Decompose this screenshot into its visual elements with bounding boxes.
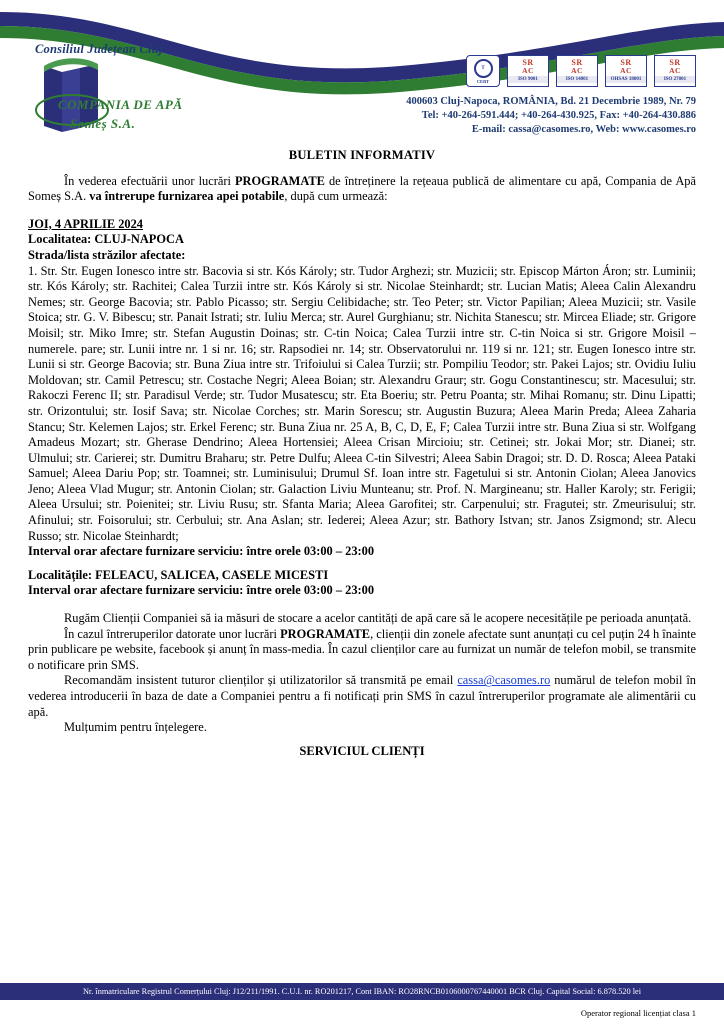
closing-paragraph-4: Mulțumim pentru înțelegere. <box>64 720 207 735</box>
locality-line-2: Localitățile: FELEACU, SALICEA, CASELE MICESTI <box>28 567 329 582</box>
cert-mid: AC <box>669 65 681 75</box>
intro-text-3: , după cum urmează: <box>284 189 388 204</box>
cert-mid: AC <box>620 65 632 75</box>
service-signature: SERVICIUL CLIENȚI <box>299 743 425 758</box>
intro-paragraph <box>28 174 696 205</box>
intro-text-2: de întreținere la rețeaua publică de alimentare cu apă, Compania de Apă Someș S.A. <box>28 173 696 204</box>
certification-badges <box>466 55 696 87</box>
streets-list: 1. Str. Str. Eugen Ionesco intre str. Bacovia si str. Kós Károly; str. Tudor Arghezi; str. Muzicii; str. Episcop Márton Áron; str. Luminii; str. Kós Károly; str. Rachitei; Calea Turzii intre str. Kós Károly si str. Nicolae Steinhardt; str. Lucian Matis; Aleea Calin Alexandru Nemes; str. George Bacovia; str. Pablo Picasso; str. Sergiu Celibidache; str. Teo Peter; str. Victor Papilian; Aleea Muzicii; str. Vasile Stoica; str. G. V. Bibescu; str. Panait Istrati; str. Iuliu Merca; str. Aurel Gurghianu; str. Nichita Stanescu; str. Mircea Eliade; str. Grigore Moisil; str. Miko Imre; str. Stefan Augustin Doinas; str. C-tin Noica; Calea Turzii intre str. C-tin Noica si str. Grigore Moisil – numerele. pare; str. Lunii intre nr. 1 si nr. 16; str. Rapsodiei nr. 14; str. Observatorului nr. 119 si nr. 121; str. Eugen Ionesco intre str. Lunii si str. George Bacovia; str. Buna Ziua intre str. Trifoiului si Calea Turzii; str. Pompiliu Teodor; str. Pakei Lajos; str. Ovidiu Iuliu Moldovan; str. Camil Petrescu; str. Costache Negri; Aleea Boian; str. Alexandru Graur; str. Gogu Constantinescu; str. Macesului; str. Rakoczi Ferenc II; str. Paradisul Verde; str. Tudor Musatescu; str. Eta Boeriu; str. Petru Poanta; str. Mihai Romanu; str. Dinu Lipatti; str. Orizontului; str. Iosif Sava; str. Nicolae Corches; str. Marin Sorescu; str. Augustin Buzura; Aleea Marin Preda; Aleea Zaharia Stancu; Str. Kelemen Lajos; str. Erkel Ferenc; str. Buna Ziua nr. 25 A, B, C, D, E, F; Calea Turzii intre str. Buna Ziua si str. Wolfgang Amadeus Mozart; str. Gherase Dendrino; Aleea Hortensiei; Aleea Crisan Mircioiu; str. Cetinei; str. Jokai Mor; str. Dianei; str. Ulmului; str. Carierei; str. Dumitru Braharu; str. Petre Dulfu; Aleea C-tin Silvestri; Aleea Sabin Dragoi; str. D. D. Rosca; Aleea Pataki Samuel; Aleea Dariu Pop; str. Toamnei; str. Luminisului; Drumul Sf. Ioan intre str. Fagetului si str. Antonin Ciolan; Aleea Janovics Jeno; Aleea Vlad Mugur; str. Antonin Ciolan; str. Galaction Liviu Munteanu; str. Prof. N. Margineanu; str. Haller Karoly; str. Ferigii; Aleea Ursului; str. Poienitei; str. Liviu Rusu; str. Sfanta Maria; Aleea Garofitei; str. Carpenului; str. Fragutei; str. Zmeurisului; str. Afinului; str. Foisorului; str. Cerbului; str. Ana Aslan; str. Iederei; Aleea Azur; str. Bathory Istvan; str. Janos Zsigmond; str. Alecu Russo; str. Nicolae Steinhardt; <box>28 263 696 543</box>
cert-top: SR <box>522 57 534 67</box>
logo-line-1: COMPANIA DE APĂ <box>58 97 183 112</box>
cert-bottom: ISO 9001 <box>508 76 548 83</box>
page-footer <box>0 983 724 1024</box>
logo-line-2: Someș S.A. <box>70 116 136 131</box>
locality-line: Localitatea: CLUJ-NAPOCA <box>28 232 184 247</box>
page-title: BULETIN INFORMATIV <box>288 148 436 162</box>
page-header <box>0 0 724 140</box>
cert-top: SR <box>669 57 681 67</box>
cert-bottom: OHSAS 18001 <box>606 76 646 83</box>
closing-2-text-2: , clienții din zonele afectate sunt anunțați cu cel puțin 24 h înainte prin publicare pe website, facebook și anunț în mass-media. În cazul clienților care au furnizat un număr de telefon mobil, se transmite o notificare prin SMS. <box>28 626 696 672</box>
phone-line: Tel: +40-264-591.444; +40-264-430.925, Fax: +40-264-430.886 <box>421 110 696 121</box>
email-web-line[interactable]: E-mail: cassa@casomes.ro, Web: www.casomes.ro <box>471 124 696 135</box>
email-link[interactable]: cassa@casomes.ro <box>457 673 551 688</box>
interval-line-1: Interval orar afectare furnizare serviciu: între orele 03:00 – 23:00 <box>28 544 375 559</box>
intro-bold-2: va întrerupe furnizarea apei potabile <box>89 189 285 204</box>
cert-bottom: ISO 27001 <box>655 76 695 83</box>
council-name: Consiliul Județean Cluj <box>35 42 163 56</box>
cert-bottom: ISO 14001 <box>557 76 597 83</box>
footer-operator-line: Operator regional licențiat clasa 1 <box>580 1008 696 1018</box>
tuv-cert-icon: T CERT <box>466 55 500 87</box>
contact-info <box>406 95 696 137</box>
closing-3-text-2: numărul de telefon mobil în vederea introducerii în baza de date a Companiei pentru a fi notificați prin SMS în cazul întreruperilor programate ale alimentării cu apă. <box>28 673 696 719</box>
closing-2-bold: PROGRAMATE <box>280 626 371 641</box>
address-line: 400603 Cluj-Napoca, ROMÂNIA, Bd. 21 Decembrie 1989, Nr. 79 <box>406 96 696 107</box>
cert-badge-ohsas18001 <box>605 55 647 87</box>
cert-badge-iso27001 <box>654 55 696 87</box>
round-badge-label: CERT <box>476 78 490 84</box>
outage-date: JOI, 4 APRILIE 2024 <box>28 216 143 231</box>
closing-paragraph-3 <box>28 673 696 720</box>
cert-top: SR <box>571 57 583 67</box>
closing-3-text-1: Recomandăm insistent tuturor clienților și utilizatorilor să transmită pe email <box>64 673 458 688</box>
cert-mid: AC <box>571 65 583 75</box>
closing-section <box>28 611 696 736</box>
cert-mid: AC <box>522 65 534 75</box>
footer-legal-bar: Nr. înmatriculare Registrul Comerțului Cluj: J12/211/1991. C.U.I. nr. RO201217, Cont IBAN: RO28RNCB0106000767440001 BCR Cluj. Capital Social: 6.878.520 lei <box>0 983 724 1000</box>
intro-bold-1: PROGRAMATE <box>234 173 325 188</box>
streets-label: Strada/lista străzilor afectate: <box>28 247 186 262</box>
cert-badge-iso9001 <box>507 55 549 87</box>
interval-line-2: Interval orar afectare furnizare serviciu: între orele 03:00 – 23:00 <box>28 583 375 598</box>
closing-paragraph-1: Rugăm Clienții Companiei să ia măsuri de stocare a acelor cantități de apă care să le acopere necesitățile pe perioada anunțată. <box>64 611 692 626</box>
intro-text-1: În vederea efectuării unor lucrări <box>64 173 235 188</box>
cert-top: SR <box>620 57 632 67</box>
closing-2-text-1: În cazul întreruperilor datorate unor lucrări <box>64 626 281 641</box>
document-body <box>0 148 724 759</box>
closing-paragraph-2 <box>28 627 696 674</box>
cert-badge-iso14001 <box>556 55 598 87</box>
